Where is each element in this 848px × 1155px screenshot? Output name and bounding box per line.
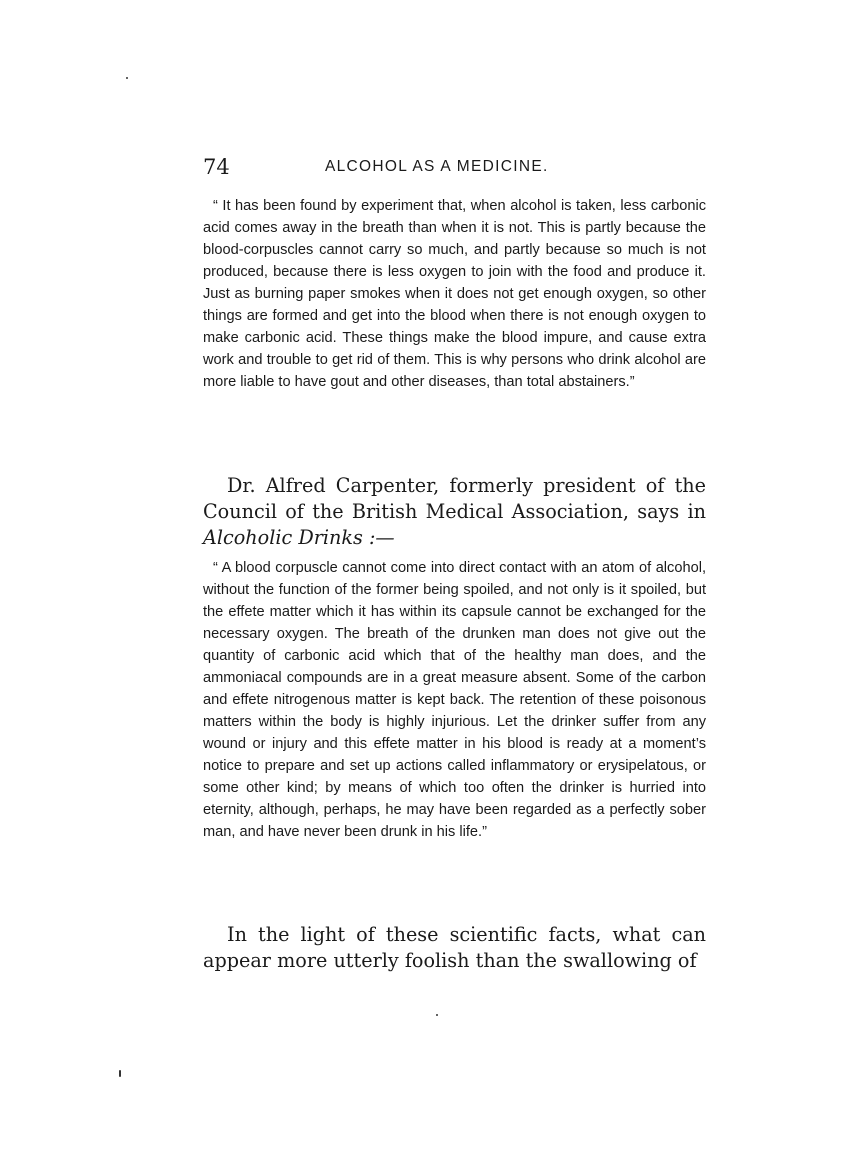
quote-block: “ It has been found by experiment that, when alcohol is taken, less carbonic acid comes away in the breath than when it is not. This is partly because the blood-corpuscles cannot carry so much, and partly because so much is not produced, because there is less oxygen to join with the food and produce it. Just as burning paper smokes when it does not get enough oxygen, so other things are formed and get into the blood when there is not enough oxygen to make carbonic acid. These things make the blood impure, and cause extra work and trouble to get rid of them. This is why persons who drink alcohol are more liable to have gout and other diseases, than total abstainers.” [203, 198, 706, 390]
scan-speck [126, 77, 128, 79]
body-paragraph [203, 473, 706, 551]
scan-speck [436, 1014, 438, 1016]
paragraph-ending: :— [362, 526, 395, 549]
scan-speck [119, 1070, 121, 1077]
quote-block: “ A blood corpuscle cannot come into direct contact with an atom of alcohol, without the function of the former being spoiled, and not only is it spoiled, but the effete matter which it has within its capsule cannot be exchanged for the necessary oxygen. The breath of the drunken man does not give out the quantity of carbonic acid which that of the healthy man does, and the ammoniacal compounds are in a great measure absent. Some of the carbon and effete nitrogenous matter is kept back. The retention of these poisonous matters within the body is highly injurious. Let the drinker suffer from any wound or injury and this effete matter in his blood is ready at a moment’s notice to prepare and set up actions called inflammatory or erysipelatous, or some other kind; by means of which too often the drinker is hurried into eternity, although, perhaps, he may have been regarded as a perfectly sober man, and have never been drunk in his life.” [203, 560, 706, 840]
body-paragraph: In the light of these scientific facts, what can appear more utterly foolish than the swallowing of [203, 923, 706, 972]
source-title: Alcoholic Drinks [203, 526, 363, 549]
page-header [203, 152, 708, 182]
page-number: 74 [203, 155, 230, 179]
running-head: ALCOHOL AS A MEDICINE. [325, 158, 549, 175]
paragraph-text: Dr. Alfred Carpenter, formerly president of the Council of the British Medical Association, says in [203, 474, 706, 523]
